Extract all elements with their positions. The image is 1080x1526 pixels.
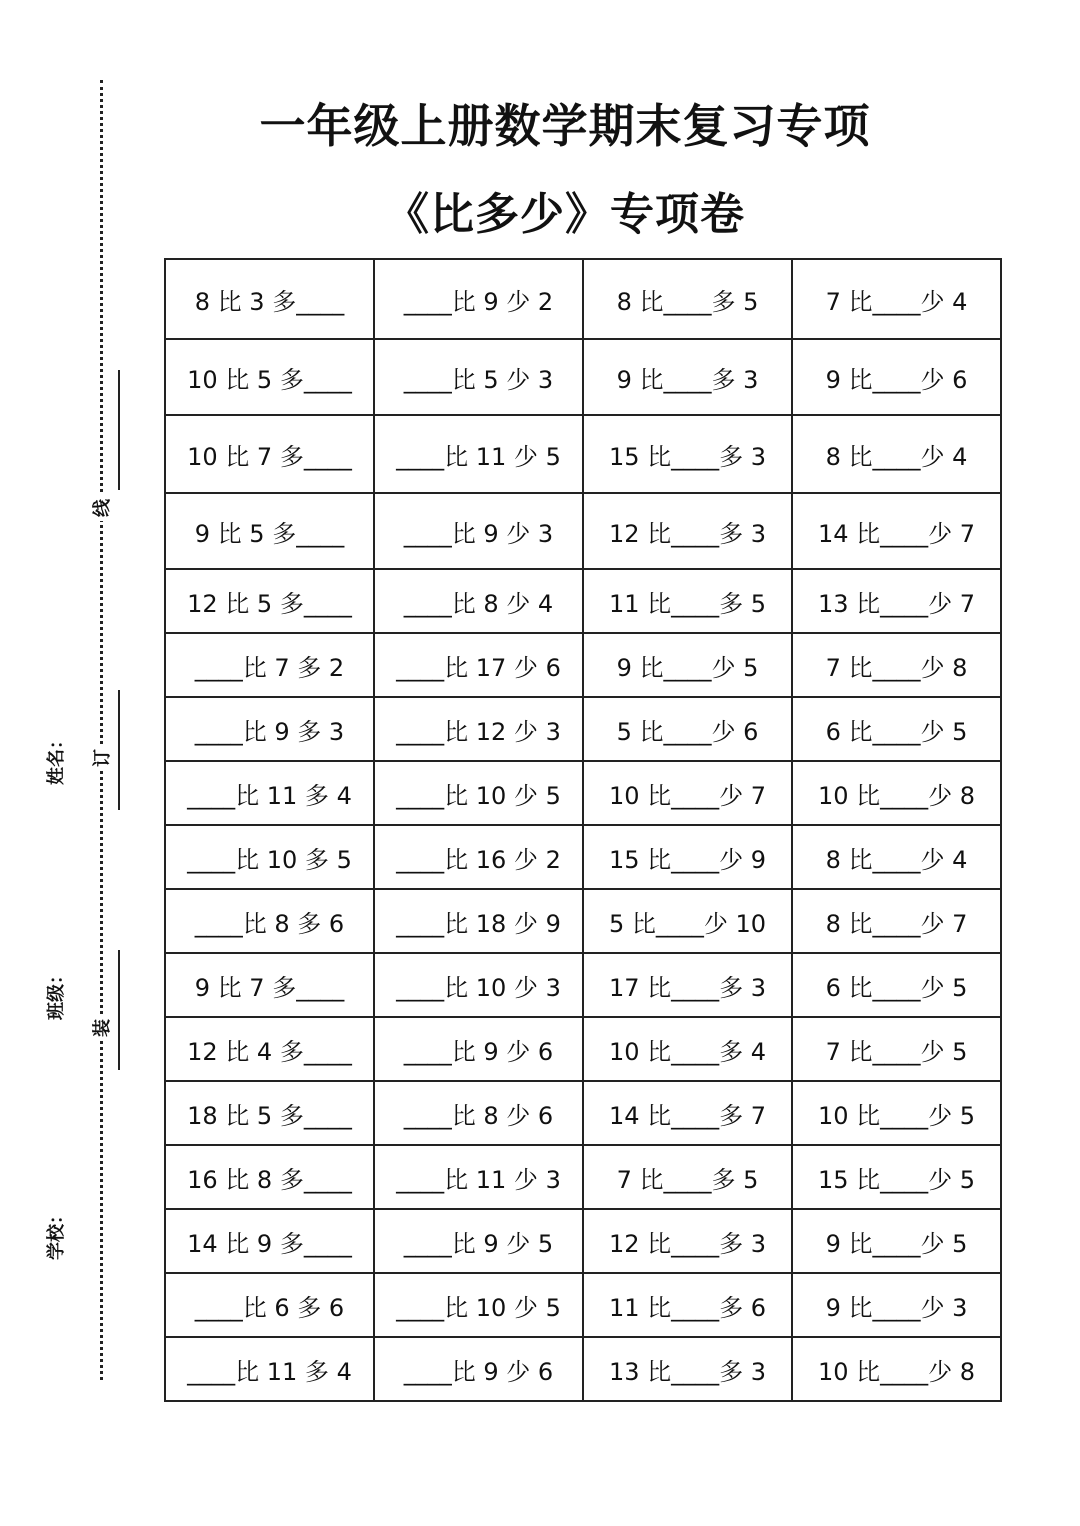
class-label: 班级：: [46, 966, 67, 1020]
exercise-cell[interactable]: ____比 9 少 6: [374, 1337, 583, 1401]
name-underline: [118, 370, 120, 490]
exercise-cell[interactable]: 13 比____少 7: [792, 569, 1001, 633]
school-field[interactable]: [40, 950, 100, 1260]
exercise-cell[interactable]: 14 比 9 多____: [165, 1209, 374, 1273]
binding-mark-bind: 装: [88, 1015, 114, 1041]
binding-mark-staple: 订: [88, 745, 114, 771]
exercise-cell[interactable]: ____比 5 少 3: [374, 339, 583, 415]
table-row: [165, 889, 1001, 953]
exercise-cell[interactable]: ____比 10 少 5: [374, 1273, 583, 1337]
table-row: [165, 697, 1001, 761]
table-row: [165, 569, 1001, 633]
exercise-cell[interactable]: 15 比____少 9: [583, 825, 792, 889]
exercise-cell[interactable]: 17 比____多 3: [583, 953, 792, 1017]
exercise-cell[interactable]: 12 比 5 多____: [165, 569, 374, 633]
table-row: [165, 633, 1001, 697]
exercise-cell[interactable]: 11 比____多 6: [583, 1273, 792, 1337]
exercise-cell[interactable]: ____比 8 多 6: [165, 889, 374, 953]
binding-dotted-line: [100, 80, 103, 1380]
exercise-cell[interactable]: ____比 8 少 6: [374, 1081, 583, 1145]
exercise-cell[interactable]: 9 比____少 5: [583, 633, 792, 697]
exercise-cell[interactable]: ____比 7 多 2: [165, 633, 374, 697]
exercise-cell[interactable]: 10 比____少 8: [792, 761, 1001, 825]
name-field[interactable]: [40, 370, 100, 785]
exercise-cell[interactable]: 8 比____少 4: [792, 415, 1001, 493]
page-title: 一年级上册数学期末复习专项: [259, 99, 871, 153]
exercise-cell[interactable]: ____比 9 少 5: [374, 1209, 583, 1273]
exercise-cell[interactable]: 9 比____少 5: [792, 1209, 1001, 1273]
class-field[interactable]: [40, 690, 100, 1020]
exercise-cell[interactable]: 10 比 7 多____: [165, 415, 374, 493]
table-row: [165, 339, 1001, 415]
exercise-cell[interactable]: 13 比____多 3: [583, 1337, 792, 1401]
exercise-cell[interactable]: 11 比____多 5: [583, 569, 792, 633]
exercise-cell[interactable]: ____比 9 少 3: [374, 493, 583, 569]
exercise-cell[interactable]: 8 比 3 多____: [165, 259, 374, 339]
school-underline: [118, 950, 120, 1070]
exercise-cell[interactable]: ____比 9 少 2: [374, 259, 583, 339]
exercise-cell[interactable]: 18 比 5 多____: [165, 1081, 374, 1145]
table-row: [165, 1273, 1001, 1337]
exercise-cell[interactable]: 10 比____少 8: [792, 1337, 1001, 1401]
table-row: [165, 1337, 1001, 1401]
exercise-cell[interactable]: ____比 11 多 4: [165, 761, 374, 825]
exercise-cell[interactable]: ____比 10 多 5: [165, 825, 374, 889]
exercise-cell[interactable]: ____比 17 少 6: [374, 633, 583, 697]
exercise-cell[interactable]: 5 比____少 6: [583, 697, 792, 761]
table-row: [165, 415, 1001, 493]
exercise-cell[interactable]: 12 比____多 3: [583, 1209, 792, 1273]
name-label: 姓名：: [46, 731, 67, 785]
table-row: [165, 1017, 1001, 1081]
exercise-cell[interactable]: ____比 11 多 4: [165, 1337, 374, 1401]
exercise-cell[interactable]: 9 比 7 多____: [165, 953, 374, 1017]
exercise-cell[interactable]: ____比 16 少 2: [374, 825, 583, 889]
table-row: [165, 1081, 1001, 1145]
page-subtitle: 《比多少》专项卷: [385, 189, 745, 240]
exercise-cell[interactable]: ____比 18 少 9: [374, 889, 583, 953]
table-row: [165, 953, 1001, 1017]
exercise-cell[interactable]: ____比 10 少 5: [374, 761, 583, 825]
exercise-cell[interactable]: ____比 10 少 3: [374, 953, 583, 1017]
exercise-cell[interactable]: 10 比 5 多____: [165, 339, 374, 415]
exercise-cell[interactable]: 9 比____少 3: [792, 1273, 1001, 1337]
exercise-cell[interactable]: 6 比____少 5: [792, 697, 1001, 761]
exercise-cell[interactable]: 15 比____多 3: [583, 415, 792, 493]
exercise-cell[interactable]: 9 比 5 多____: [165, 493, 374, 569]
exercise-cell[interactable]: 6 比____少 5: [792, 953, 1001, 1017]
exercise-cell[interactable]: 10 比____少 7: [583, 761, 792, 825]
exercise-cell[interactable]: 8 比____少 7: [792, 889, 1001, 953]
table-row: [165, 493, 1001, 569]
exercise-cell[interactable]: 5 比____少 10: [583, 889, 792, 953]
exercise-cell[interactable]: 9 比____多 3: [583, 339, 792, 415]
table-row: [165, 1209, 1001, 1273]
table-row: [165, 761, 1001, 825]
exercise-cell[interactable]: 7 比____少 5: [792, 1017, 1001, 1081]
exercise-cell[interactable]: 15 比____少 5: [792, 1145, 1001, 1209]
exercise-cell[interactable]: 7 比____少 8: [792, 633, 1001, 697]
school-label: 学校：: [46, 1206, 67, 1260]
exercise-cell[interactable]: ____比 9 多 3: [165, 697, 374, 761]
exercise-cell[interactable]: 14 比____多 7: [583, 1081, 792, 1145]
table-row: [165, 1145, 1001, 1209]
class-underline: [118, 690, 120, 810]
exercise-cell[interactable]: 7 比____少 4: [792, 259, 1001, 339]
exercise-cell[interactable]: ____比 6 多 6: [165, 1273, 374, 1337]
exercise-cell[interactable]: 12 比 4 多____: [165, 1017, 374, 1081]
table-row: [165, 825, 1001, 889]
exercise-cell[interactable]: ____比 11 少 5: [374, 415, 583, 493]
exercise-cell[interactable]: ____比 11 少 3: [374, 1145, 583, 1209]
exercise-cell[interactable]: 8 比____少 4: [792, 825, 1001, 889]
exercise-table: [164, 258, 1002, 1402]
exercise-cell[interactable]: 14 比____少 7: [792, 493, 1001, 569]
exercise-cell[interactable]: 10 比____多 4: [583, 1017, 792, 1081]
exercise-cell[interactable]: 10 比____少 5: [792, 1081, 1001, 1145]
exercise-cell[interactable]: ____比 12 少 3: [374, 697, 583, 761]
exercise-cell[interactable]: ____比 8 少 4: [374, 569, 583, 633]
binding-mark-line: 线: [88, 495, 114, 521]
table-row: [165, 259, 1001, 339]
exercise-cell[interactable]: ____比 9 少 6: [374, 1017, 583, 1081]
exercise-cell[interactable]: 16 比 8 多____: [165, 1145, 374, 1209]
exercise-cell[interactable]: 7 比____多 5: [583, 1145, 792, 1209]
exercise-cell[interactable]: 8 比____多 5: [583, 259, 792, 339]
exercise-cell[interactable]: 9 比____少 6: [792, 339, 1001, 415]
exercise-cell[interactable]: 12 比____多 3: [583, 493, 792, 569]
